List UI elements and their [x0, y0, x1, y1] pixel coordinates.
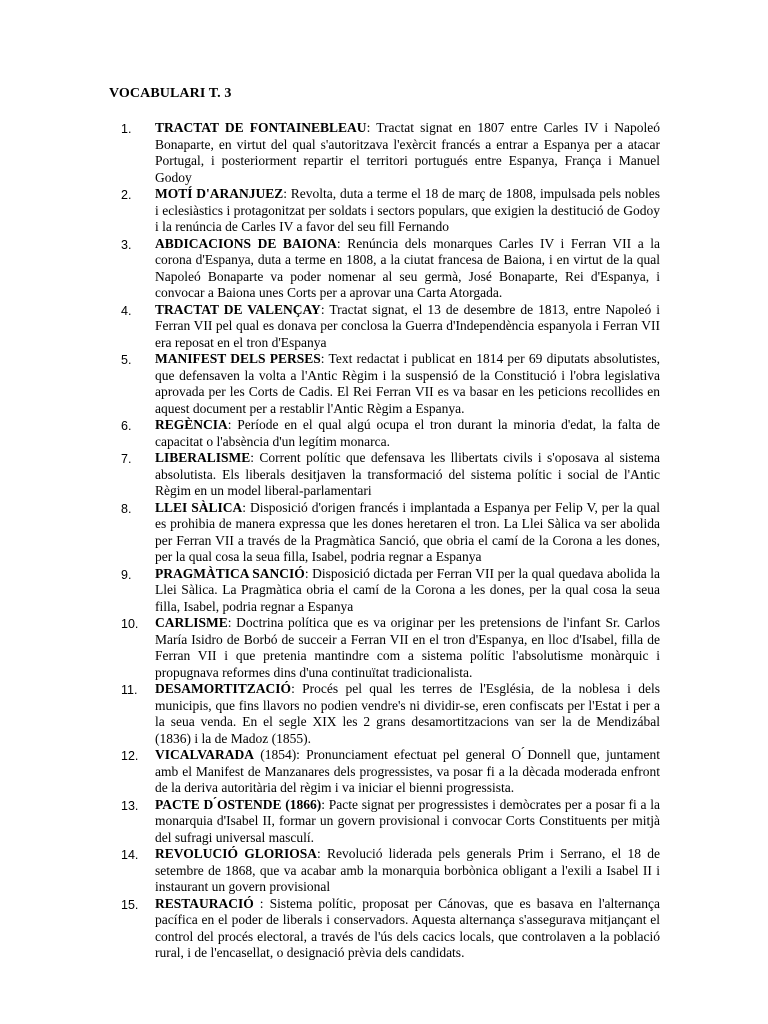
item-definition: : Revolució liderada pels generals Prim i Serrano, el 18 de setembre de 1868, que va acabar amb la monarquia borbònica obligant a l'exili a Isabel II i instaurant un govern provisional	[155, 846, 660, 894]
item-definition: : Sistema polític, proposat per Cánovas, que es basava en l'alternança pacífica en el poder de liberals i conservadors. Aquesta alternança s'assegurava mitjançant el control del procés electoral, a través de l'ús dels cacics locals, que controlaven a la població rural, i de l'encasellat, o designació prèvia dels candidats.	[155, 895, 660, 960]
vocab-item	[110, 747, 660, 797]
document-title: VOCABULARI T. 3	[109, 86, 232, 101]
vocab-item	[110, 351, 660, 417]
item-definition: : Disposició dictada per Ferran VII per la qual quedava abolida la Llei Sàlica. La Pragmàtica obria el camí de la Corona a les dones, per la qual cosa la seua filla, Isabel, podria regnar a Espanya	[155, 565, 660, 614]
vocab-item	[110, 846, 660, 896]
item-number: 4.	[121, 303, 132, 318]
item-term: VICALVARADA	[155, 747, 255, 762]
item-definition: : Disposició d'origen francés i implantada a Espanya per Felip V, per la qual es prohibia de manera expressa que les dones heretaren el tron. La Llei Sàlica va ser abolida per Ferran VII a través de la Pragmàtica Sanció, que obria el camí de la Corona a les dones, per la qual cosa la seua filla, Isabel, podria regnar a Espanya	[155, 499, 660, 564]
item-number: 6.	[121, 419, 132, 433]
item-number: 5.	[121, 353, 132, 367]
item-number: 11.	[121, 683, 138, 697]
item-term: MANIFEST DELS PERSES	[155, 351, 321, 366]
item-term: DESAMORTITZACIÓ	[155, 681, 292, 696]
item-definition: : Renúncia dels monarques Carles IV i Ferran VII a la corona d'Espanya, duta a terme en 1808, a la ciutat francesa de Baiona, i en virtut de la qual Napoleó Bonaparte va poder nomenar al seu germà, José Bonaparte, Rei d'Espanya, i convocar a Baiona unes Corts per a aprovar una Carta Atorgada.	[155, 235, 661, 300]
item-term: TRACTAT DE VALENÇAY	[155, 301, 321, 317]
item-number: 10.	[121, 617, 139, 631]
item-number: 2.	[121, 188, 132, 202]
item-number: 8.	[121, 501, 132, 516]
vocabulary-list	[110, 120, 660, 962]
vocab-item	[110, 566, 660, 616]
vocab-item	[110, 302, 660, 352]
item-number: 12.	[121, 749, 139, 763]
vocab-item	[110, 500, 660, 566]
item-term: PRAGMÀTICA SANCIÓ	[155, 565, 305, 581]
item-number: 9.	[121, 567, 132, 582]
item-term: LLEI SÀLICA	[155, 499, 243, 515]
item-term: RESTAURACIÓ	[155, 895, 254, 911]
vocab-item	[110, 450, 660, 500]
item-definition: : Corrent polític que defensava les llibertats civils i s'oposava al sistema absolutista. Els liberals desitjaven la transformació del sistema polític i social de l'Antic Règim en un model liberal-parlamentari	[155, 450, 660, 498]
item-term: TRACTAT DE FONTAINEBLEAU	[155, 120, 367, 135]
item-term: REVOLUCIÓ GLORIOSA	[155, 846, 317, 861]
item-term: PACTE D ́OSTENDE (1866)	[155, 796, 322, 812]
vocab-item	[110, 681, 660, 747]
item-term: ABDICACIONS DE BAIONA	[155, 235, 337, 251]
item-definition: (1854): Pronunciament efectuat pel general O ́Donnell que, juntament amb el Manifest de Manzanares dels progressistes, va posar fi a la dècada moderada enfront de la deriva autoritària del règim i va iniciar el bienni progressista.	[155, 747, 660, 795]
item-term: LIBERALISME	[155, 450, 251, 465]
vocab-item	[110, 186, 660, 236]
item-definition: : Pacte signat per progressistes i demòcrates per a posar fi a la monarquia d'Isabel II, formar un govern provisional i convocar Corts Constituents per mitjà del sufragi universal masculí.	[155, 796, 660, 845]
item-number: 14.	[121, 848, 139, 862]
vocab-item	[110, 120, 660, 186]
item-definition: : Període en el qual algú ocupa el tron durant la minoria d'edat, la falta de capacitat o l'absència d'un legítim monarca.	[155, 417, 660, 449]
item-number: 13.	[121, 798, 139, 813]
item-term: CARLISME	[155, 615, 228, 630]
item-definition: : Tractat signat en 1807 entre Carles IV i Napoleó Bonaparte, en virtut del qual s'autoritzava l'exèrcit francés a entrar a Espanya per a atacar Portugal, i posteriorment repartir el territori portugués entre Espanya, França i Manuel Godoy	[155, 120, 660, 185]
item-definition: : Text redactat i publicat en 1814 per 69 diputats absolutistes, que defensaven la volta a l'Antic Règim i la suspensió de la Constitució i l'obra legislativa aprovada per les Corts de Cadis. El Rei Ferran VII es va basar en les peticions recollides en aquest document per a restablir l'Antic Règim a Espanya.	[155, 351, 660, 416]
vocab-item	[110, 417, 660, 450]
vocab-item	[110, 896, 660, 962]
item-definition: : Doctrina política que es va originar per les pretensions de l'infant Sr. Carlos María Isidro de Borbó de succeir a Ferran VII en el tron d'Espanya, en lloc d'Isabel, filla de Ferran VII i que pretenia mantindre com a sistema polític l'absolutisme monàrquic i propugnava reformes dins d'una continuïtat tradicionalista.	[155, 615, 660, 680]
item-number: 3.	[121, 237, 132, 252]
item-number: 7.	[121, 452, 132, 466]
item-definition: : Revolta, duta a terme el 18 de març de 1808, impulsada pels nobles i eclesiàstics i protagonitzat per soldats i sectors populars, que exigien la destitució de Godoy i la renúncia de Carles IV a favor del seu fill Fernando	[155, 186, 660, 234]
item-term: REGÈNCIA	[155, 417, 228, 432]
item-term: MOTÍ D'ARANJUEZ	[155, 186, 284, 201]
vocab-item	[110, 615, 660, 681]
vocab-item	[110, 797, 660, 847]
item-number: 1.	[121, 122, 132, 136]
item-definition: : Procés pel qual les terres de l'Església, de la noblesa i dels municipis, que fins llavors no podien vendre's ni dividir-se, eren confiscats per l'Estat i per a la seua venda. En el segle XIX les 2 grans desamortitzacions van ser la de Mendizábal (1836) i la de Madoz (1855).	[155, 681, 660, 746]
item-number: 15.	[121, 897, 139, 912]
item-definition: : Tractat signat, el 13 de desembre de 1813, entre Napoleó i Ferran VII pel qual es donava per conclosa la Guerra d'Independència espanyola i Ferran VII era reposat en el tron d'Espanya	[155, 301, 660, 350]
vocab-item	[110, 236, 660, 302]
